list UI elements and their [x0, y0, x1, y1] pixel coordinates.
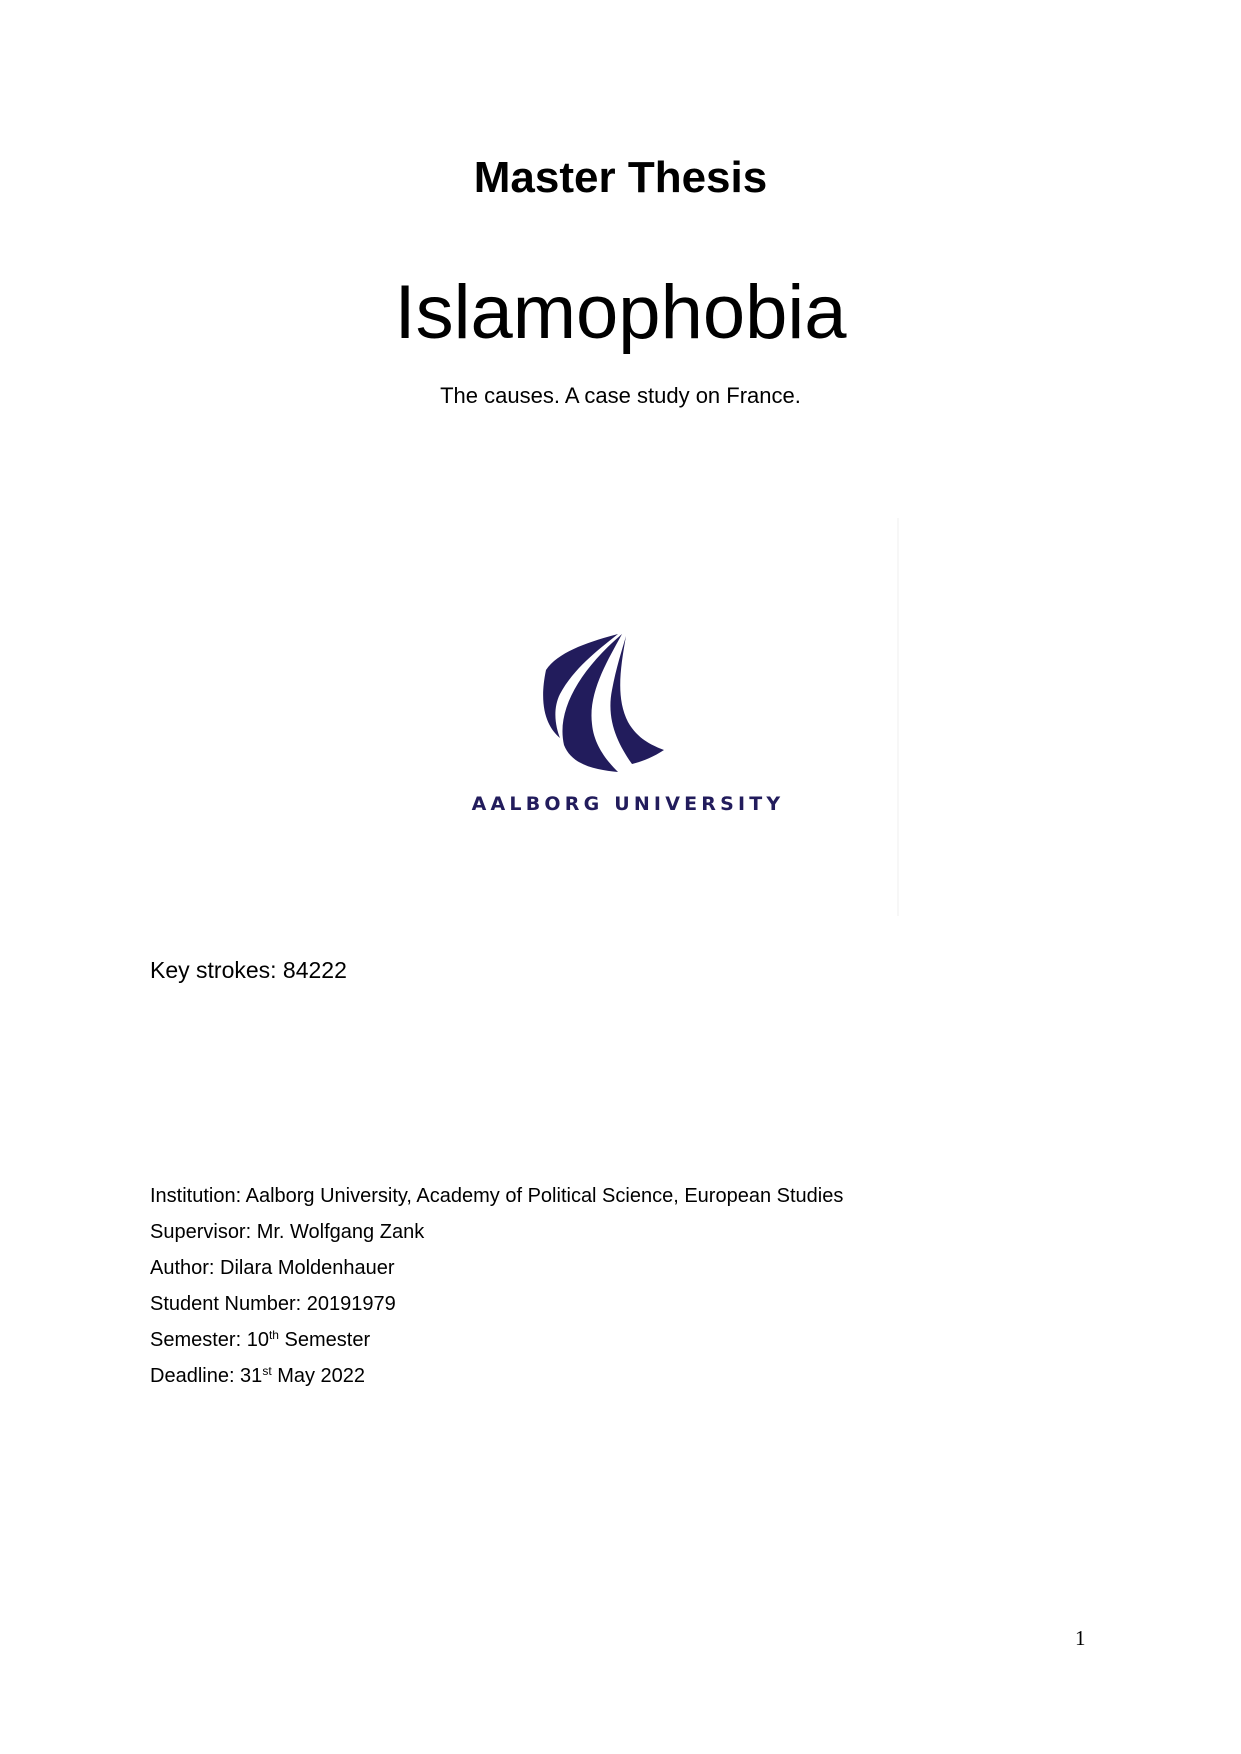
page-number: 1 [1075, 1626, 1086, 1650]
semester-prefix: Semester: 10 [150, 1329, 269, 1351]
aalborg-university-wave-logo-icon [448, 610, 808, 820]
student-number-line: Student Number: 20191979 [150, 1293, 396, 1315]
semester-suffix: Semester [278, 1329, 371, 1351]
deadline-suffix: May 2022 [271, 1365, 366, 1387]
thesis-subtitle: The causes. A case study on France. [440, 383, 801, 408]
document-type-label: Master Thesis [473, 153, 768, 202]
thesis-details [150, 1178, 843, 1394]
image-edge-divider [897, 518, 899, 916]
deadline-ordinal: st [262, 1364, 272, 1378]
supervisor-line: Supervisor: Mr. Wolfgang Zank [150, 1221, 425, 1243]
semester-line [150, 1322, 843, 1358]
author-line: Author: Dilara Moldenhauer [150, 1257, 395, 1279]
keystroke-count: Key strokes: 84222 [150, 957, 347, 983]
deadline-prefix: Deadline: 31 [150, 1365, 263, 1387]
university-wordmark: AALBORG UNIVERSITY [471, 793, 785, 815]
semester-ordinal: th [268, 1328, 279, 1342]
institution-line: Institution: Aalborg University, Academy of Political Science, European Studies [150, 1185, 844, 1207]
thesis-title: Islamophobia [394, 270, 847, 355]
university-logo [448, 610, 808, 820]
deadline-line [150, 1358, 843, 1394]
